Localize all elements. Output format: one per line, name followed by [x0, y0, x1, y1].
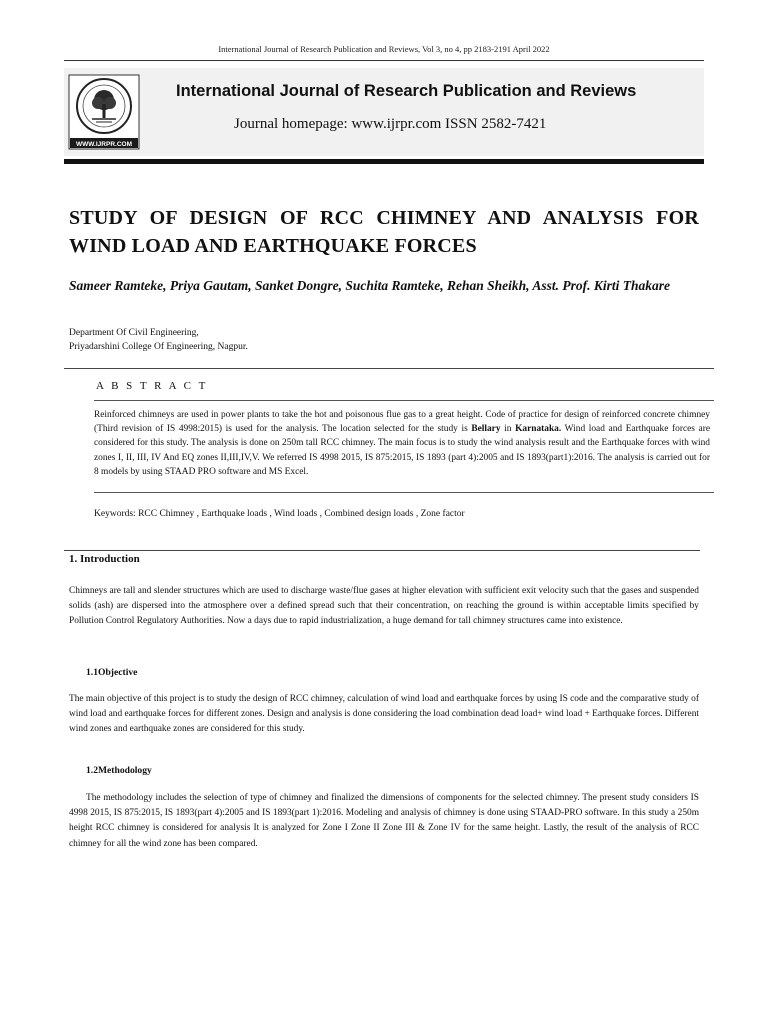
- journal-title: International Journal of Research Publication and Reviews: [176, 82, 637, 100]
- journal-logo-icon: [68, 74, 140, 150]
- location-state: Karnataka.: [515, 424, 562, 435]
- header-rule: [64, 60, 704, 61]
- abstract-inner-rule: [94, 400, 714, 401]
- methodology-heading: 1.2Methodology: [86, 765, 152, 776]
- journal-homepage: Journal homepage: www.ijrpr.com ISSN 2582-7421: [234, 116, 547, 132]
- section-rule: [64, 550, 700, 551]
- masthead-rule: [64, 159, 704, 164]
- introduction-heading: 1. Introduction: [69, 553, 140, 565]
- abstract-top-rule: [64, 368, 714, 369]
- methodology-paragraph: The methodology includes the selection of type of chimney and finalized the dimensions of components for the selected chimney. The present study considers IS 4998 2015, IS 875:2015, IS 1893(part 4):2005 and IS 1893(part 1):2016. Modeling and analysis of chimney is done using STAAD-PRO software. In this study a 250m height RCC chimney is considered for analysis It is analyzed for Zone I Zone II Zone III & Zone IV for the same height. Lastly, the result of the analysis of RCC chimney for all the wind zone has been compared.: [69, 793, 699, 849]
- introduction-paragraph: Chimneys are tall and slender structures which are used to discharge waste/flue gases at higher elevation with sufficient exit velocity such that the gases and suspended solids (ash) are dispersed into the atmosphere over a defined spread such that their concentration, on reaching the ground is within acceptable limits specified by Pollution Control Regulatory Authorities. Now a days due to rapid industrialization, a huge demand for tall chimney structures came into existence.: [69, 586, 699, 627]
- author-list: Sameer Ramteke, Priya Gautam, Sanket Dongre, Suchita Ramteke, Rehan Sheikh, Asst. Prof. Kirti Thakare: [69, 278, 671, 293]
- abstract-text-part: Wind load and Earthquake forces are considered for this study. The analysis is done on 250m tall RCC chimney. The main focus is to study the wind analysis result and the Earthquake forces with wind zones I, II, III, IV And EQ zones II,III,IV,V. We referred IS 4998 2015, IS 875:2015, IS 1893 (part 4):2005 and IS 1893(part1):2016. The analysis is carried out for 8 models by using STAAD PRO software and MS Excel.: [94, 424, 710, 477]
- objective-heading: 1.1Objective: [86, 667, 138, 678]
- abstract-bottom-rule: [94, 492, 714, 493]
- affiliation-college: Priyadarshini College Of Engineering, Nagpur.: [69, 342, 248, 352]
- abstract-text: [94, 408, 710, 479]
- affiliation: [69, 326, 248, 354]
- location-city: Bellary: [471, 424, 501, 435]
- running-head: International Journal of Research Publication and Reviews, Vol 3, no 4, pp 2183-2191 April 2022: [218, 44, 550, 54]
- abstract-heading: A B S T R A C T: [96, 380, 208, 392]
- abstract-text-part: in: [500, 424, 516, 435]
- abstract-text-part: Reinforced chimneys are used in power plants to take the hot and poisonous flue gas to a great height. Code of practice for design of reinforced concrete chimney (Third revision of IS 4998:2015) is used for the analysis. The location selected for the study is: [94, 410, 710, 435]
- objective-paragraph: The main objective of this project is to study the design of RCC chimney, calculation of wind load and earthquake forces by using IS code and the comparative study of wind load and earthquake forces for different zones. Design and analysis is done considering the load combination dead load+ wind load + Earthquake forces. Different wind zones and earthquake zones are considered for this study.: [69, 694, 699, 735]
- keywords: Keywords: RCC Chimney , Earthquake loads , Wind loads , Combined design loads , Zone factor: [94, 509, 465, 519]
- paper-title: STUDY OF DESIGN OF RCC CHIMNEY AND ANALYSIS FOR WIND LOAD AND EARTHQUAKE FORCES: [69, 207, 699, 257]
- logo-url-text: WWW.IJRPR.COM: [76, 141, 132, 148]
- affiliation-department: Department Of Civil Engineering,: [69, 328, 199, 338]
